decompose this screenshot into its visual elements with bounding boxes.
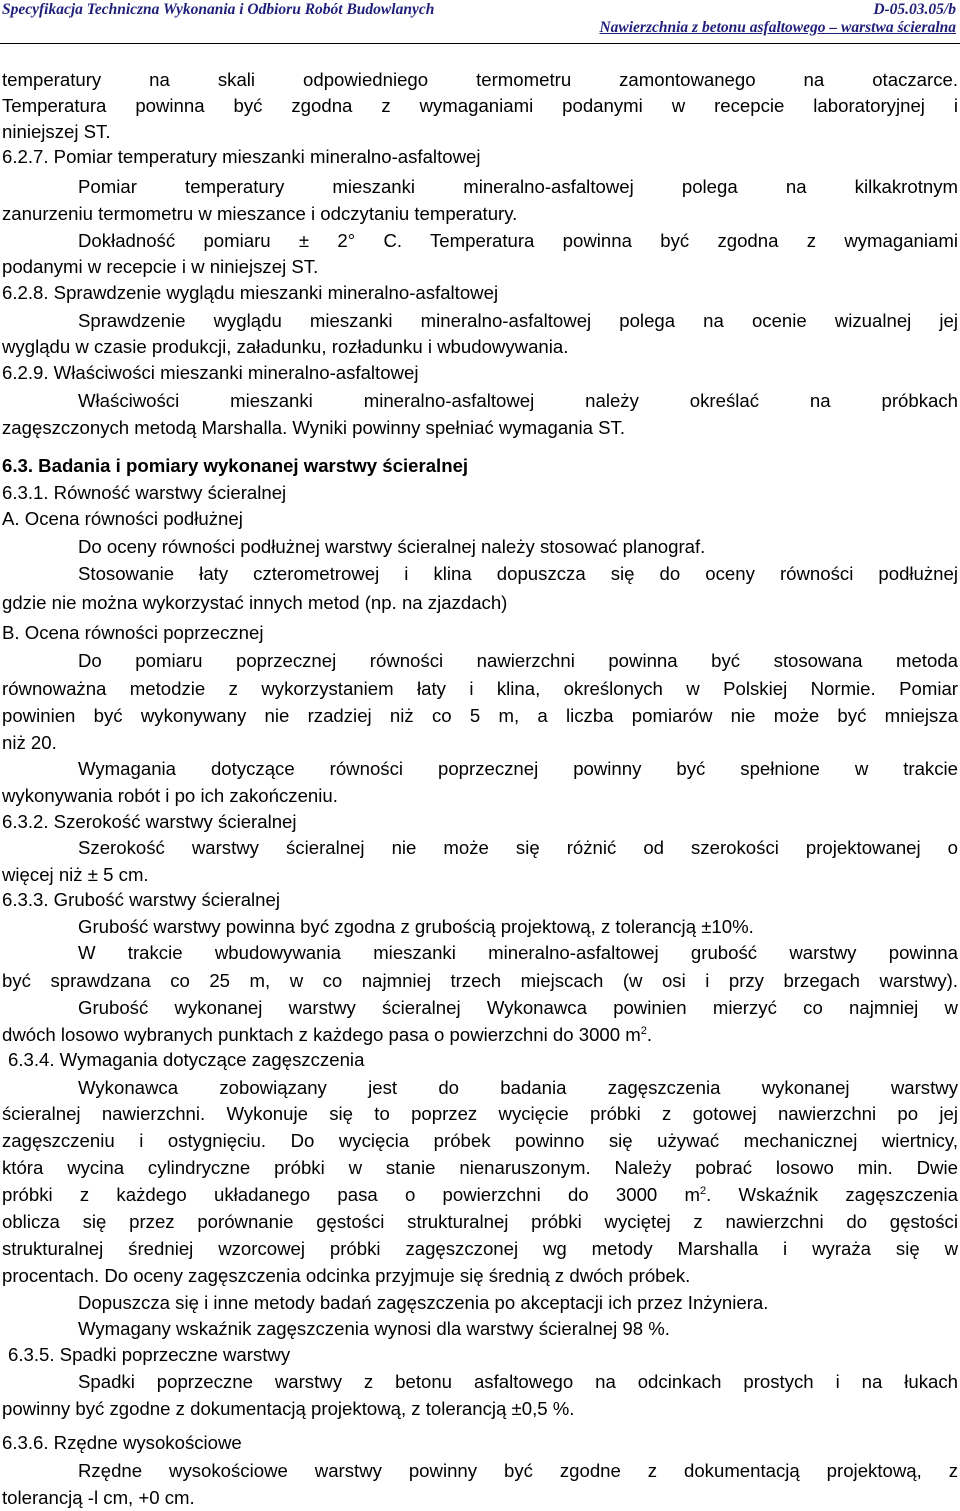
text-line: Wymagania dotyczące równości poprzecznej powinny być spełnione w trakcie bbox=[78, 758, 958, 779]
text-line: wykonywania robót i po ich zakończeniu. bbox=[2, 785, 338, 806]
text-line: więcej niż ± 5 cm. bbox=[2, 864, 149, 885]
text-line: Wykonawca zobowiązany jest do badania zagęszczenia wykonanej warstwy bbox=[78, 1077, 958, 1098]
text-line: być sprawdzana co 25 m, w co najmniej trzech miejscach (w osi i przy brzegach warstwy). bbox=[2, 970, 958, 991]
text-line: Stosowanie łaty czterometrowej i klina dopuszcza się do oceny równości podłużnej bbox=[78, 563, 958, 584]
text-line: B. Ocena równości poprzecznej bbox=[2, 622, 264, 643]
header-spec-code: D-05.03.05/b bbox=[873, 1, 956, 18]
text-line: 6.3.3. Grubość warstwy ścieralnej bbox=[2, 889, 280, 910]
text-line: zagęszczeniu i ostygnięciu. Do wycięcia próbek powinno się używać mechanicznej wiertnicy, bbox=[2, 1130, 958, 1151]
text-line: 6.3.2. Szerokość warstwy ścieralnej bbox=[2, 811, 297, 832]
text-line: Grubość wykonanej warstwy ścieralnej Wykonawca powinien mierzyć co najmniej w bbox=[78, 997, 958, 1018]
text-line: Grubość warstwy powinna być zgodna z grubością projektową, z tolerancją ±10%. bbox=[78, 916, 754, 937]
text-line: 6.3.1. Równość warstwy ścieralnej bbox=[2, 482, 287, 503]
text-line: ścieralnej nawierzchni. Wykonuje się to poprzez wycięcie próbki z gotowej nawierzchni po jej bbox=[2, 1103, 958, 1124]
text-line: powinny być zgodne z dokumentacją projektową, z tolerancją ±0,5 %. bbox=[2, 1398, 575, 1419]
text-line: 6.2.7. Pomiar temperatury mieszanki mineralno-asfaltowej bbox=[2, 146, 481, 167]
text-line: tolerancją -l cm, +0 cm. bbox=[2, 1487, 195, 1508]
text-line: Właściwości mieszanki mineralno-asfaltowej należy określać na próbkach bbox=[78, 390, 958, 411]
header-section-title: Nawierzchnia z betonu asfaltowego – warstwa ścieralna bbox=[599, 19, 956, 36]
text-line: niniejszej ST. bbox=[2, 121, 111, 142]
text-line: Spadki poprzeczne warstwy z betonu asfaltowego na odcinkach prostych i na łukach bbox=[78, 1371, 958, 1392]
text-line: Pomiar temperatury mieszanki mineralno-asfaltowej polega na kilkakrotnym bbox=[78, 176, 958, 197]
text-line: podanymi w recepcie i w niniejszej ST. bbox=[2, 256, 319, 277]
text-line: dwóch losowo wybranych punktach z każdego pasa o powierzchni do 3000 $m^2$. bbox=[2, 1024, 653, 1045]
superscript: 2 bbox=[640, 1025, 647, 1037]
text-line: równoważna metodzie z wykorzystaniem łaty i klina, określonych w Polskiej Normie. Pomiar bbox=[2, 678, 958, 699]
text-line: W trakcie wbudowywania mieszanki mineralno-asfaltowej grubość warstwy powinna bbox=[78, 942, 958, 963]
text-line: zanurzeniu termometru w mieszance i odczytaniu temperatury. bbox=[2, 203, 518, 224]
text-line: niż 20. bbox=[2, 732, 57, 753]
text-line: 6.2.8. Sprawdzenie wyglądu mieszanki mineralno-asfaltowej bbox=[2, 282, 499, 303]
text-line: próbki z każdego układanego pasa o powierzchni do 3000 $m^2$. Wskaźnik zagęszczenia bbox=[2, 1184, 958, 1205]
text-line: Temperatura powinna być zgodna z wymaganiami podanymi w recepcie laboratoryjnej i bbox=[2, 95, 958, 116]
text-line: Wymagany wskaźnik zagęszczenia wynosi dla warstwy ścieralnej 98 %. bbox=[78, 1318, 670, 1339]
text-line: 6.3.4. Wymagania dotyczące zagęszczenia bbox=[8, 1049, 365, 1070]
text-line: Rzędne wysokościowe warstwy powinny być zgodne z dokumentacją projektową, z bbox=[78, 1460, 958, 1481]
text-line: powinien być wykonywany nie rzadziej niż co 5 m, a liczba pomiarów nie może być mniejsza bbox=[2, 705, 958, 726]
text-line: oblicza się przez porównanie gęstości strukturalnej próbki wyciętej z nawierzchni do gęstości bbox=[2, 1211, 958, 1232]
header-title: Specyfikacja Techniczna Wykonania i Odbioru Robót Budowlanych bbox=[2, 1, 435, 18]
text-line: gdzie nie można wykorzystać innych metod (np. na zjazdach) bbox=[2, 592, 508, 613]
text-line: temperatury na skali odpowiedniego termometru zamontowanego na otaczarce. bbox=[2, 69, 958, 90]
text-line: Sprawdzenie wyglądu mieszanki mineralno-asfaltowej polega na ocenie wizualnej jej bbox=[78, 310, 958, 331]
text-line: 6.2.9. Właściwości mieszanki mineralno-asfaltowej bbox=[2, 362, 419, 383]
text-line: Do pomiaru poprzecznej równości nawierzchni powinna być stosowana metoda bbox=[78, 650, 958, 671]
superscript: 2 bbox=[700, 1185, 707, 1197]
text-line: Szerokość warstwy ścieralnej nie może się różnić od szerokości projektowanej o bbox=[78, 837, 958, 858]
text-line: 6.3.5. Spadki poprzeczne warstwy bbox=[8, 1344, 291, 1365]
text-line: która wycina cylindryczne próbki w stanie nienaruszonym. Należy pobrać losowo min. Dwie bbox=[2, 1157, 958, 1178]
text-line: A. Ocena równości podłużnej bbox=[2, 508, 243, 529]
text-line: 6.3.6. Rzędne wysokościowe bbox=[2, 1432, 242, 1453]
text-line: Dokładność pomiaru ± 2° C. Temperatura powinna być zgodna z wymaganiami bbox=[78, 230, 958, 251]
text-line: procentach. Do oceny zagęszczenia odcinka przyjmuje się średnią z dwóch próbek. bbox=[2, 1265, 691, 1286]
section-heading: 6.3. Badania i pomiary wykonanej warstwy ścieralnej bbox=[2, 455, 469, 476]
text-line: strukturalnej średniej wzorcowej próbki zagęszczonej wg metody Marshalla i wyraża się w bbox=[2, 1238, 958, 1259]
text-line: zagęszczonych metodą Marshalla. Wyniki powinny spełniać wymagania ST. bbox=[2, 417, 626, 438]
header-divider bbox=[0, 43, 960, 44]
text-line: Dopuszcza się i inne metody badań zagęszczenia po akceptacji ich przez Inżyniera. bbox=[78, 1292, 769, 1313]
text-line: Do oceny równości podłużnej warstwy ścieralnej należy stosować planograf. bbox=[78, 536, 706, 557]
text-line: wyglądu w czasie produkcji, załadunku, rozładunku i wbudowywania. bbox=[2, 336, 569, 357]
